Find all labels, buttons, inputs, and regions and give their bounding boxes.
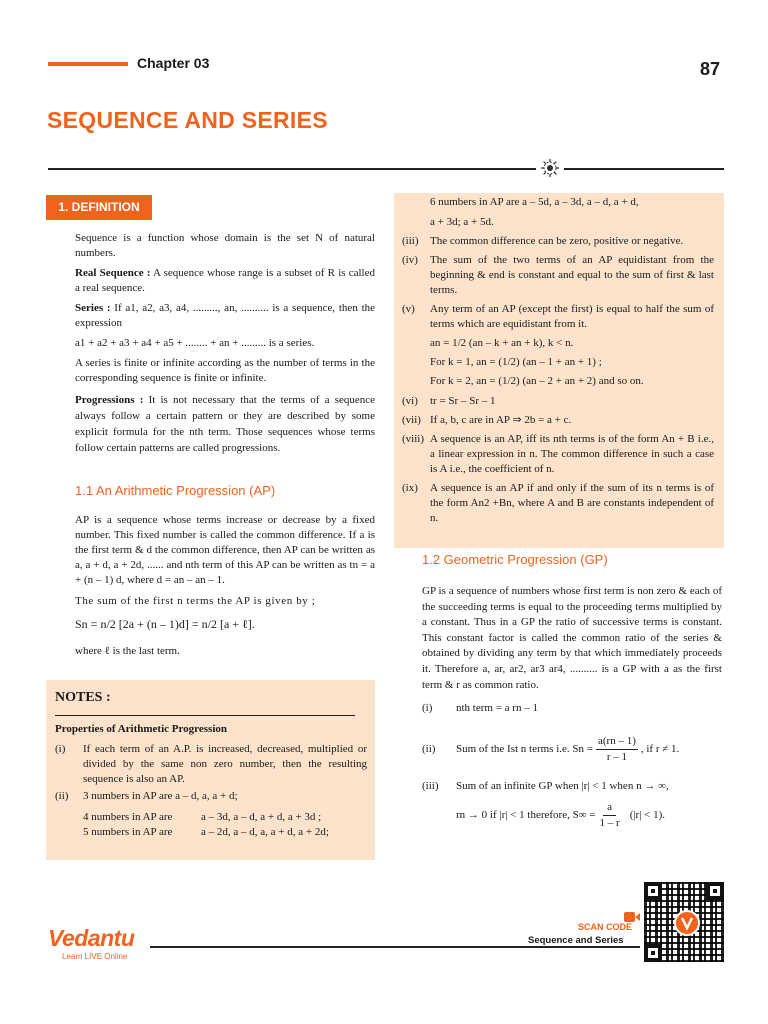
progressions-paragraph (75, 392, 375, 456)
vedantu-logo[interactable] (48, 924, 148, 970)
ap-paragraph: AP is a sequence whose terms increase or decrease by a fixed number. This fixed number is called the common difference. If a is the first term & d the common difference, then AP can be written as a, a + d, a + 2d, ...... and nth term of this AP can be written as tn = a + (n – 1) d, where d = an – an – 1. (75, 514, 375, 586)
gp-sum-condition: , if r ≠ 1. (640, 743, 680, 756)
qr-finder-top-right (706, 882, 724, 900)
notes-item-text: A sequence is an AP, iff its nth terms is of the form An + B i.e., a linear expression in n. The common difference in such a case is A i.e., the coefficient of n. (430, 433, 714, 475)
notes-item-number: (vii) (402, 414, 421, 426)
qr-finder-bottom-left (644, 944, 662, 962)
notes-item (402, 394, 714, 409)
progressions-text: It is not necessary that the terms of a sequence always follow a certain pattern or they are described by some explicit formula for the nth term. Those sequences whose terms follow certain patterns are called progressions. (75, 394, 376, 454)
notes-item-text: A sequence is an AP if and only if the sum of its n terms is of the form An2 +Bn, where A and B are constants independent of n. (430, 482, 714, 524)
qr-finder-top-left (644, 882, 662, 900)
divider-ornament-icon (540, 158, 560, 178)
gp-item-number: (iii) (422, 780, 439, 793)
page-number: 87 (700, 59, 721, 79)
notes-item-text: If each term of an A.P. is increased, decreased, multiplied or divided by the same non zero number, then the resulting sequence is also an AP. (83, 743, 367, 785)
finite-infinite-paragraph: A series is finite or infinite according as the number of terms in the corresponding sequence is finite or infinite. (75, 357, 375, 384)
gp-infinite-text-2: rn → 0 if |r| < 1 therefore, S∞ = (456, 809, 596, 822)
notes-five-value: a – 2d, a – d, a, a + d, a + 2d; (201, 826, 329, 838)
notes-item (55, 742, 367, 787)
notes-item-number: (ix) (402, 482, 418, 494)
notes-box-continued (394, 193, 724, 548)
ap-section (75, 513, 375, 659)
gp-sum-fraction (596, 734, 638, 765)
ap-sum-sentence: The sum of the first n terms the AP is given by ; (75, 595, 316, 607)
gp-item-number: (i) (422, 702, 433, 715)
header-accent-bar (48, 62, 128, 66)
gp-item-sum (422, 734, 722, 765)
ap-sum-formula: Sn = n/2 [2a + (n – 1)d] = n/2 [a + ℓ]. (75, 617, 255, 631)
title-divider-right (564, 168, 724, 170)
gp-item-number: (ii) (422, 743, 436, 756)
six-numbers-line-2: a + 3d; a + 5d. (430, 216, 494, 228)
notes-list (55, 742, 367, 840)
footer-divider (150, 946, 640, 948)
notes-item (402, 302, 714, 332)
gp-nth-term-text: nth term = a rn – 1 (456, 702, 538, 715)
gp-item-nth-term (422, 701, 722, 716)
ap-heading: 1.1 An Arithmetic Progression (AP) (75, 483, 276, 498)
title-divider (48, 168, 536, 170)
notes-five-label: 5 numbers in AP are (83, 826, 173, 838)
notes-item-text: tr = Sr – Sr – 1 (430, 395, 496, 407)
definition-badge (46, 195, 152, 220)
notes-item-number: (v) (402, 303, 415, 315)
series-paragraph (75, 301, 375, 331)
v-formula-2: For k = 1, an = (1/2) (an – 1 + an + 1) ; (430, 356, 602, 368)
series-term: Series : (75, 302, 111, 314)
v-formula-1: an = 1/2 (an – k + an + k), k < n. (430, 337, 574, 349)
notes-five-numbers (83, 825, 367, 840)
progressions-term: Progressions : (75, 394, 144, 406)
notes-item-number: (iii) (402, 235, 419, 247)
gp-heading: 1.2 Geometric Progression (GP) (422, 552, 608, 567)
real-sequence-paragraph (75, 266, 375, 296)
gp-infinite-denominator: 1 – r (599, 817, 620, 830)
notes-item-number: (iv) (402, 254, 418, 266)
notes-subtitle: Properties of Arithmetic Progression (55, 723, 227, 735)
gp-infinite-fraction (600, 800, 620, 831)
gp-sum-denominator: r – 1 (606, 751, 627, 764)
series-text: If a1, a2, a3, a4, ........., an, .......... is a sequence, then the expression (75, 302, 376, 329)
notes-four-label: 4 numbers in AP are (83, 811, 173, 823)
gp-item-infinite (422, 779, 722, 794)
gp-infinite-numerator: a (603, 800, 616, 816)
notes-item (55, 789, 367, 804)
video-camera-icon (624, 910, 640, 922)
ap-last-term-note: where ℓ is the last term. (75, 645, 180, 657)
notes-item-text: 3 numbers in AP are a – d, a, a + d; (83, 790, 238, 802)
notes-item-text: The sum of the two terms of an AP equidistant from the beginning & end is constant and equal to the sum of first & last terms. (430, 254, 714, 296)
notes-item (402, 481, 714, 526)
v-formula-3: For k = 2, an = (1/2) (an – 2 + an + 2) and so on. (430, 375, 644, 387)
notes-four-value: a – 3d, a – d, a + d, a + 3d ; (201, 811, 322, 823)
gp-sum-numerator: a(rn – 1) (596, 734, 638, 750)
scan-code-label: SCAN CODE (578, 922, 633, 932)
series-expression: a1 + a2 + a3 + a4 + a5 + ........ + an + ......... is a series. (75, 337, 315, 349)
gp-infinite-condition: (|r| < 1). (629, 809, 666, 822)
logo-wordmark: Vedantu (48, 925, 135, 951)
vedantu-badge-icon (674, 910, 700, 936)
notes-item (402, 253, 714, 298)
notes-item-text: The common difference can be zero, positive or negative. (430, 235, 684, 247)
gp-sum-text: Sum of the Ist n terms i.e. Sn = (456, 743, 593, 756)
notes-item-number: (vi) (402, 395, 418, 407)
notes-item-number: (i) (55, 743, 66, 755)
gp-section (422, 584, 722, 831)
notes-title: NOTES : (55, 690, 111, 705)
definition-badge-label: 1. DEFINITION (58, 200, 140, 214)
definition-section (75, 231, 375, 456)
logo-tagline: Learn LIVE Online (62, 952, 128, 961)
six-numbers-line-1: 6 numbers in AP are a – 5d, a – 3d, a – d, a + d, (430, 196, 639, 208)
notes-item-number: (viii) (402, 433, 424, 445)
scan-code-topic: Sequence and Series (528, 935, 624, 946)
page-title: SEQUENCE AND SERIES (47, 107, 328, 133)
definition-paragraph: Sequence is a function whose domain is the set N of natural numbers. (75, 232, 375, 259)
real-sequence-term: Real Sequence : (75, 267, 151, 279)
notes-item (402, 413, 714, 428)
gp-infinite-formula (456, 800, 722, 831)
notes-item (402, 234, 714, 249)
notes-item-number: (ii) (55, 790, 69, 802)
notes-item-text: Any term of an AP (except the first) is equal to half the sum of terms which are equidistant from it. (430, 303, 714, 330)
notes-four-numbers (83, 810, 367, 825)
chapter-label: Chapter 03 (137, 55, 210, 71)
qr-code[interactable] (644, 882, 724, 962)
notes-underline (55, 715, 355, 716)
gp-paragraph: GP is a sequence of numbers whose first term is non zero & each of the succeeding terms is equal to the proceeding terms multiplied by a constant. Thus in a GP the ratio of successive terms is constant. This constant factor is called the common ratio of the series & obtained by dividing any term by that which immediately proceeds it. Therefore a, ar, ar2, ar3 ar4, .......... is a GP with a as the first term & r as common ratio. (422, 585, 722, 691)
real-sequence-text: A sequence whose range is a subset of R is called a real sequence. (75, 267, 375, 294)
gp-infinite-text: Sum of an infinite GP when |r| < 1 when n → ∞, (456, 780, 669, 793)
notes-box (46, 680, 375, 860)
notes-continued-content (402, 195, 714, 526)
notes-item-text: If a, b, c are in AP ⇒ 2b = a + c. (430, 414, 572, 426)
notes-item (402, 432, 714, 477)
